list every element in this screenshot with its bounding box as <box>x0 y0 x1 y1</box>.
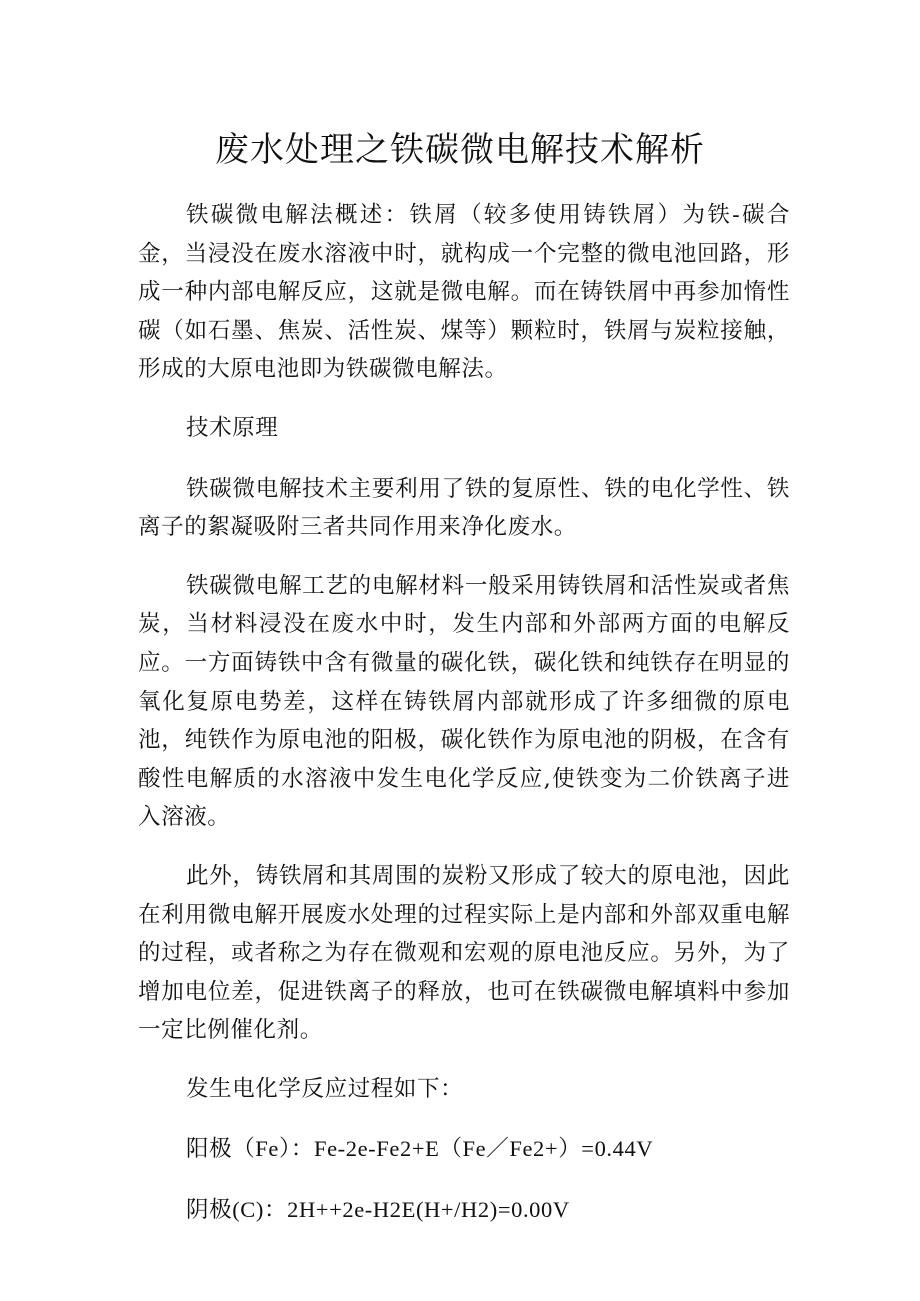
document-body <box>138 196 790 1252</box>
paragraph-additional: 此外，铸铁屑和其周围的炭粉又形成了较大的原电池，因此在利用微电解开展废水处理的过程实际上是内部和外部双重电解的过程，或者称之为存在微观和宏观的原电池反应。另外，为了增加电位差，促进铁离子的释放，也可在铁碳微电解填料中参加一定比例催化剂。 <box>138 862 790 1044</box>
paragraph-overview: 铁碳微电解法概述：铁屑（较多使用铸铁屑）为铁-碳合金，当浸没在废水溶液中时，就构成一个完整的微电池回路，形成一种内部电解反应，这就是微电解。而在铸铁屑中再参加惰性碳（如石墨、焦炭、活性炭、煤等）颗粒时，铁屑与炭粒接触，形成的大原电池即为铁碳微电解法。 <box>138 202 790 383</box>
document-title: 废水处理之铁碳微电解技术解析 <box>215 130 705 170</box>
cathode-reaction: 阴极(C)：2H++2e-H2E(H+/H2)=0.00V <box>186 1197 570 1223</box>
paragraph-process: 铁碳微电解工艺的电解材料一般采用铸铁屑和活性炭或者焦炭，当材料浸没在废水中时，发生内部和外部两方面的电解反应。一方面铸铁中含有微量的碳化铁，碳化铁和纯铁存在明显的氧化复原电势差，这样在铸铁屑内部就形成了许多细微的原电池，纯铁作为原电池的阳极，碳化铁作为原电池的阴极，在含有酸性电解质的水溶液中发生电化学反应,使铁变为二价铁离子进入溶液。 <box>138 572 790 831</box>
section-heading-principle: 技术原理 <box>186 414 279 441</box>
anode-reaction: 阳极（Fe）：Fe-2e-Fe2+E（Fe／Fe2+）=0.44V <box>186 1136 654 1162</box>
paragraph-principle: 铁碳微电解技术主要利用了铁的复原性、铁的电化学性、铁离子的絮凝吸附三者共同作用来净化废水。 <box>138 475 790 541</box>
paragraph-reaction-intro: 发生电化学反应过程如下： <box>186 1075 464 1102</box>
